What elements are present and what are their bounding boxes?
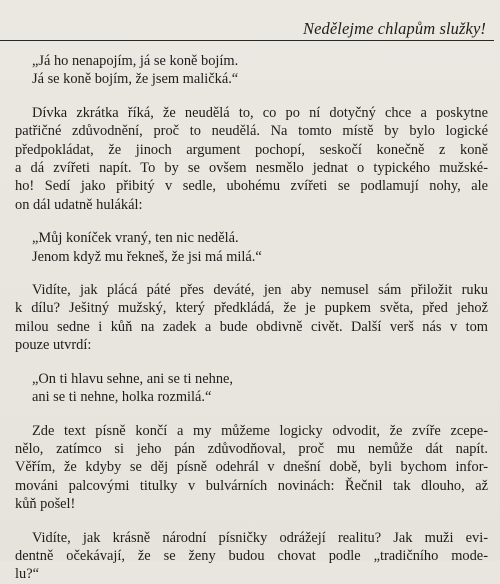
text-line: k dílu? Ješitný mužský, který předkládá, že je pupkem světa, před jehož xyxy=(15,300,488,317)
page-body xyxy=(15,52,488,584)
text-line: a dá zvířeti napít. To by se ovšem nesmělo jednat o typického mužské- xyxy=(15,160,488,177)
verse-line: „Můj koníček vraný, ten nic nedělá. xyxy=(32,230,239,247)
text-line: předpokládat, že jinoch argument pochopí, seskočí konečně z koně xyxy=(15,141,488,158)
text-line: ho! Sedí jako přibitý v sedle, ubohému zvířeti se podlamují nohy, ale xyxy=(15,178,488,195)
running-header-title: Nedělejme chlapům služky! xyxy=(302,19,486,38)
verse-line: Já se koně bojím, že jsem maličká.“ xyxy=(32,71,239,88)
text-line: dentně očekávají, že se ženy budou chovat podle „tradičního mode- xyxy=(15,547,488,564)
text-line: Věřím, že kdyby se děj písně odehrál v dnešní době, byli bychom infor- xyxy=(15,459,488,476)
text-line: nělo, zatímco si jeho pán zdůvodňoval, proč mu nemůže dát napít. xyxy=(15,440,488,457)
text-line: Dívka zkrátka říká, že neudělá to, co po ní dotyčný chce a poskytne xyxy=(32,104,488,121)
paragraph-4 xyxy=(15,529,488,584)
text-line: patřičné zdůvodnění, proč to neudělá. Na tomto místě by bylo logické xyxy=(15,123,488,140)
verse-1 xyxy=(15,52,488,89)
verse-2 xyxy=(15,229,488,266)
verse-line: „On ti hlavu sehne, ani se ti nehne, xyxy=(32,370,234,387)
paragraph-2 xyxy=(15,281,488,355)
verse-3 xyxy=(15,370,488,407)
text-line: on dál udatně hulákál: xyxy=(15,196,143,213)
text-line: mováni palcovými titulky v bulvárních novinách: Řečnil tak dlouho, až xyxy=(15,477,488,494)
text-line: milou sedne i kůň na zadek a bude obdivně civět. Další verš nás v tom xyxy=(15,318,488,335)
text-line: Vidíte, jak plácá páté přes deváté, jen aby nemusel sám přiložit ruku xyxy=(32,282,488,299)
text-line: lu?“ xyxy=(15,566,39,583)
verse-line: Jenom když mu řekneš, že jsi má milá.“ xyxy=(32,248,262,265)
paragraph-1 xyxy=(15,104,488,214)
text-line: pouze utvrdí: xyxy=(15,337,92,354)
running-header xyxy=(0,0,494,41)
verse-line: ani se ti nehne, holka rozmilá.“ xyxy=(32,389,212,406)
verse-line: „Já ho nenapojím, já se koně bojím. xyxy=(32,53,239,69)
text-line: Vidíte, jak krásně národní písničky odrážejí realitu? Jak muži evi- xyxy=(32,529,488,546)
text-line: kůň pošel! xyxy=(15,496,76,513)
paragraph-3 xyxy=(15,422,488,514)
text-line: Zde text písně končí a my můžeme logicky odvodit, že zvíře zcepe- xyxy=(32,422,488,439)
